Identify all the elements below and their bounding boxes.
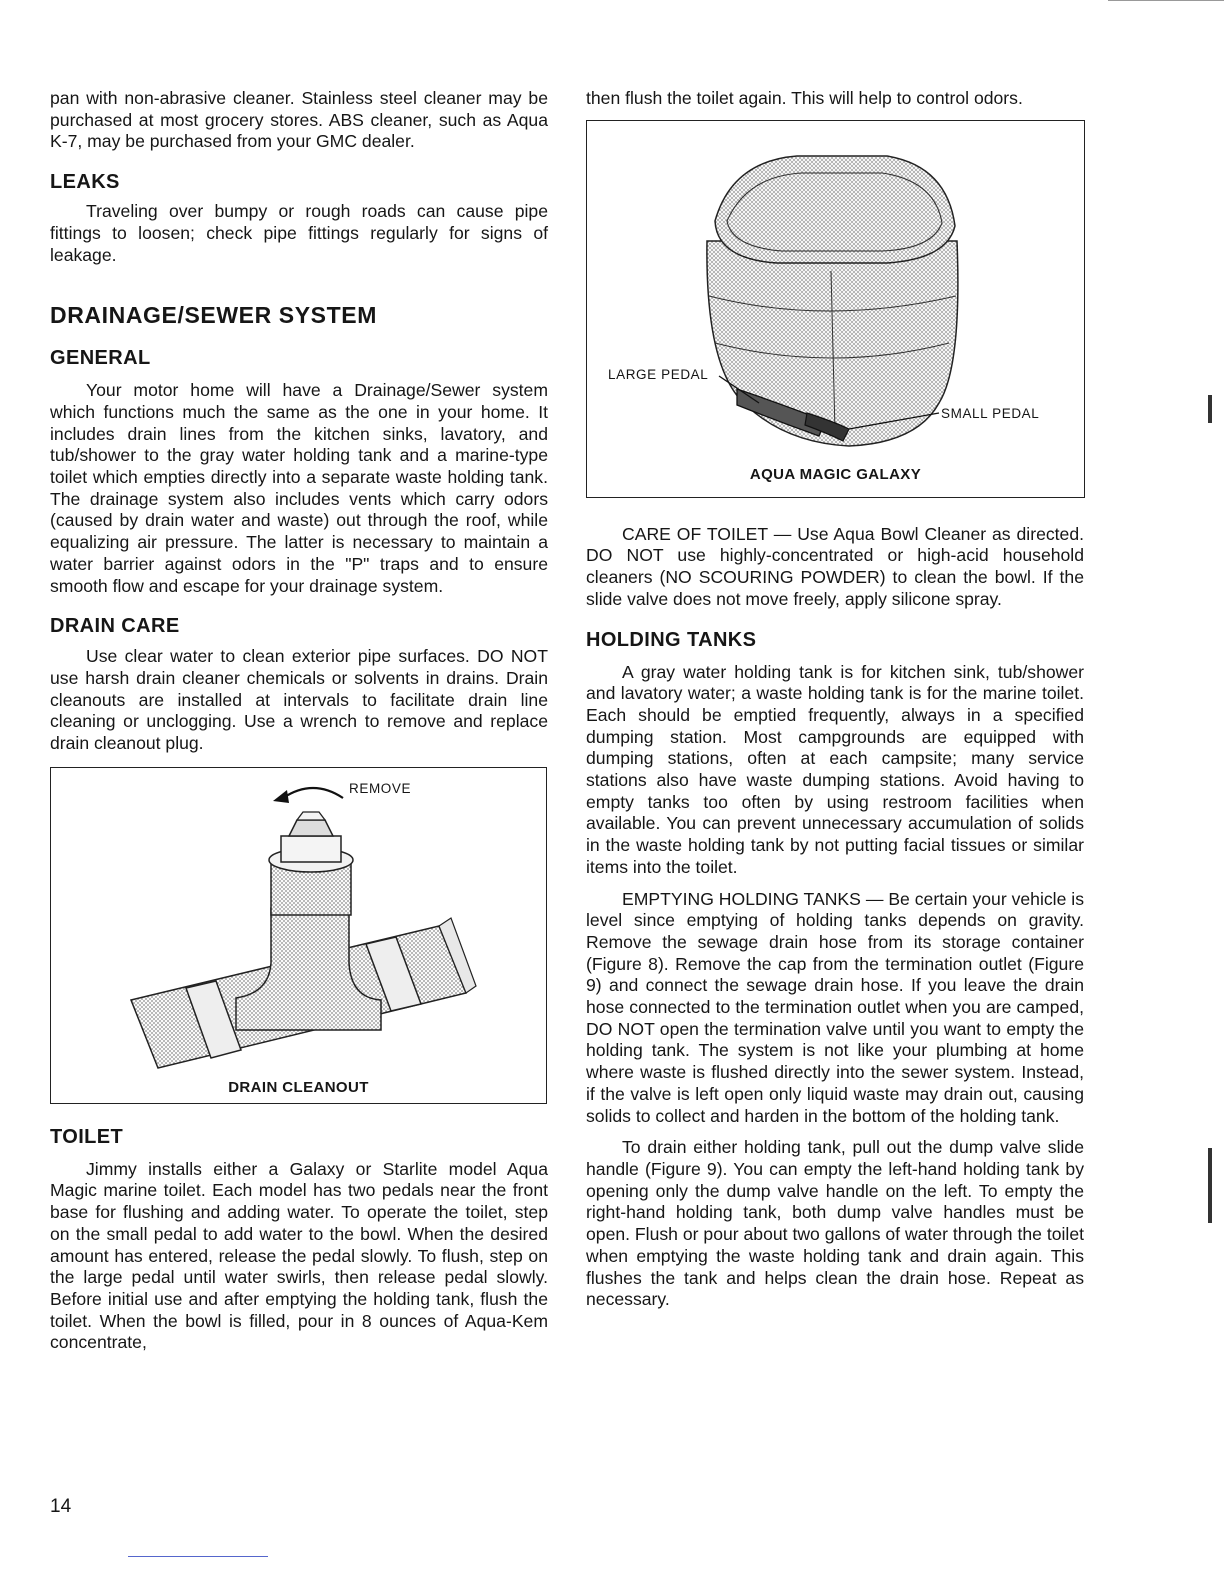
aqua-magic-galaxy-illustration xyxy=(587,121,1084,497)
drain-care-paragraph: Use clear water to clean exterior pipe surfaces. DO NOT use harsh drain cleaner chemicals or solvents in drains. Drain cleanouts are installed at intervals to facilitate drain line cleaning or unclogging. Use a wrench to remove and replace drain cleanout plug. xyxy=(50,646,548,754)
general-paragraph: Your motor home will have a Drainage/Sewer system which functions much the same as the one in your home. It includes drain lines from the kitchen sinks, lavatory, and tub/shower to the gray water holding tank and a marine-type toilet which empties directly into a separate waste holding tank. The drainage system also includes vents which carry odors (caused by drain water and waste) out through the roof, while equalizing air pressure. The latter is necessary to maintain a water barrier against odors in the "P" traps and to ensure smooth flow and escape for your drainage system. xyxy=(50,380,548,596)
toilet-paragraph: Jimmy installs either a Galaxy or Starlite model Aqua Magic marine toilet. Each model has two pedals near the front base for flushing and adding water. To operate the toilet, step on the small pedal to add water to the bowl. When the desired amount has entered, release the pedal slowly. To flush, step on the large pedal until water swirls, then release pedal slowly. Before initial use and after emptying the holding tank, flush the toilet. When the bowl is filled, pour in 8 ounces of Aqua-Kem concentrate, xyxy=(50,1158,548,1353)
toilet-heading: TOILET xyxy=(50,1125,124,1148)
general-heading: GENERAL xyxy=(50,347,151,370)
holding-tanks-paragraph: A gray water holding tank is for kitchen sink, tub/shower and lavatory water; a waste holding tank is for the marine toilet. Each should be emptied frequently, always in a specified dumping station. Most campgrounds are equipped with dumping stations, often at each campsite; many service stations also have waste dumping stations. Avoid having to empty tanks too often by using restroom facilities when available. You can prevent unnecessary accumulation of solids in the waste holding tank by not putting facial tissues or similar items into the toilet. xyxy=(586,661,1084,877)
scan-mark xyxy=(1208,1148,1212,1223)
scan-mark xyxy=(1208,395,1212,423)
drain-care-heading: DRAIN CARE xyxy=(50,615,180,638)
scan-mark xyxy=(1108,0,1224,1)
leaks-heading: LEAKS xyxy=(50,171,120,194)
drain-tanks-paragraph: To drain either holding tank, pull out the dump valve slide handle (Figure 9). You can empty the left-hand holding tank by opening only the dump valve handle on the left. To empty the right-hand holding tank, both dump valve handles must be open. Flush or pour about two gallons of water through the toilet when emptying the waste holding tank and drain again. This flushes the tank and helps clean the drain hose. Repeat as necessary. xyxy=(586,1137,1084,1310)
emptying-tanks-paragraph: EMPTYING HOLDING TANKS — Be certain your vehicle is level since emptying of holding tanks depends on gravity. Remove the sewage drain hose from its storage container (Figure 8). Remove the cap from the termination outlet (Figure 9) and connect the sewage drain hose. If you leave the drain hose connected to the termination outlet when you are camped, DO NOT open the termination valve until you want to empty the holding tank. The system is not like your plumbing at home where waste is flushed directly into the sewer system. Instead, if the valve is left open only liquid waste may drain out, causing solids to collect and harden in the bottom of the holding tank. xyxy=(586,888,1084,1126)
page-number: 14 xyxy=(50,1496,72,1517)
leaks-paragraph: Traveling over bumpy or rough roads can cause pipe fittings to loosen; check pipe fittings regularly for signs of leakage. xyxy=(50,201,548,265)
intro-paragraph: pan with non-abrasive cleaner. Stainless steel cleaner may be purchased at most grocery stores. ABS cleaner, such as Aqua K-7, may be purchased from your GMC dealer. xyxy=(50,88,548,152)
holding-tanks-heading: HOLDING TANKS xyxy=(586,628,757,651)
right-column xyxy=(586,88,1084,1311)
continued-paragraph: then flush the toilet again. This will help to control odors. xyxy=(586,88,1023,108)
drain-cleanout-caption: DRAIN CLEANOUT xyxy=(228,1078,369,1096)
large-pedal-label: LARGE PEDAL xyxy=(608,366,709,382)
toilet-figure xyxy=(586,120,1085,498)
remove-label: REMOVE xyxy=(349,780,412,796)
left-column xyxy=(50,88,548,1354)
drain-cleanout-figure xyxy=(50,767,547,1104)
scan-mark xyxy=(128,1556,268,1557)
care-of-toilet-paragraph: CARE OF TOILET — Use Aqua Bowl Cleaner as directed. DO NOT use highly-concentrated or high-acid household cleaners (NO SCOURING POWDER) to clean the bowl. If the slide valve does not move freely, apply silicone spray. xyxy=(586,523,1084,609)
small-pedal-label: SMALL PEDAL xyxy=(941,405,1040,421)
section-title: DRAINAGE/SEWER SYSTEM xyxy=(50,302,377,329)
aqua-magic-galaxy-caption: AQUA MAGIC GALAXY xyxy=(749,465,922,483)
drain-cleanout-illustration xyxy=(51,768,546,1103)
